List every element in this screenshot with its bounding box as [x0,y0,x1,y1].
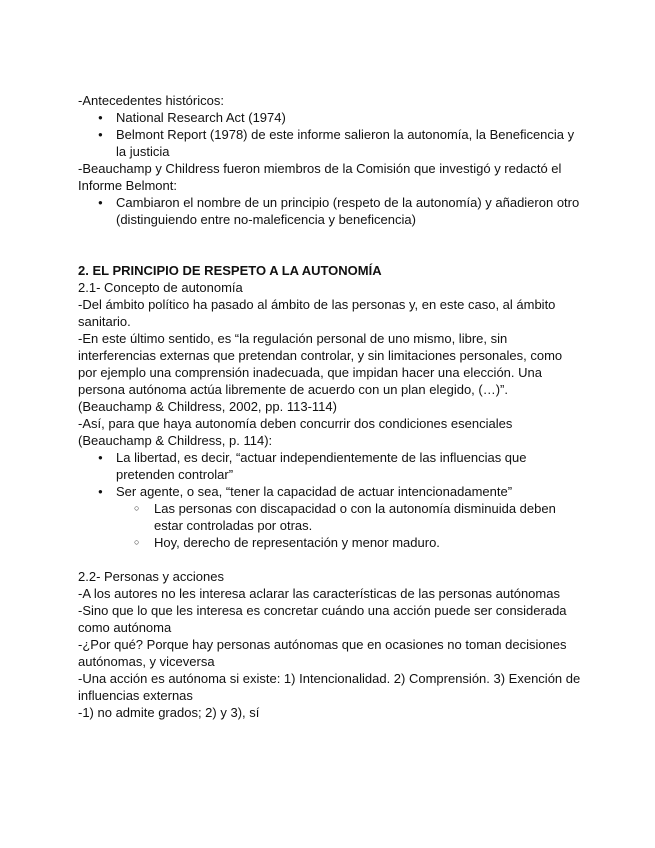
list-item [78,483,583,500]
belmont-list [78,194,583,228]
list-item-text: Ser agente, o sea, “tener la capacidad de actuar intencionadamente” [116,484,513,499]
subsection-title: 2.1- Concepto de autonomía [78,280,243,295]
paragraph: -Una acción es autónoma si existe: 1) Intencionalidad. 2) Comprensión. 3) Exención de influencias externas [78,671,581,703]
paragraph: -¿Por qué? Porque hay personas autónomas que en ocasiones no toman decisiones autónomas, y viceversa [78,637,567,669]
list-item: ● Cambiaron el nombre de un principio (respeto de la autonomía) y añadieron otro (distinguiendo entre no-maleficencia y beneficencia) [78,194,583,228]
conditions-list [78,449,583,500]
list-item: ● Belmont Report (1978) de este informe salieron la autonomía, la Beneficencia y la justicia [78,126,583,160]
section-heading: 2. EL PRINCIPIO DE RESPETO A LA AUTONOMÍA [78,263,382,278]
antecedentes-paragraph: -Antecedentes históricos: [78,93,224,108]
list-item: ○ Hoy, derecho de representación y menor maduro. [78,534,583,551]
subsection-title: 2.2- Personas y acciones [78,569,224,584]
list-item: ○ Las personas con discapacidad o con la autonomía disminuida deben estar controladas por otras. [78,500,583,534]
antecedentes-list [78,109,583,160]
paragraph: -En este último sentido, es “la regulación personal de uno mismo, libre, sin interferencias externas que pretendan controlar, y sin limitaciones personales, como por ejemplo una comprensión inadecuada, que impidan hacer una elección. Una persona autónoma actúa libremente de acuerdo con un plan elegido, (…)”. (Beauchamp & Childress, 2002, pp. 113-114) [78,331,563,414]
paragraph: -1) no admite grados; 2) y 3), sí [78,705,260,720]
beauchamp-paragraph: -Beauchamp y Childress fueron miembros de la Comisión que investigó y redactó el Informe Belmont: [78,161,562,193]
paragraph: -Así, para que haya autonomía deben concurrir dos condiciones esenciales (Beauchamp & Childress, p. 114): [78,416,513,448]
paragraph: -Del ámbito político ha pasado al ámbito de las personas y, en este caso, al ámbito sanitario. [78,297,556,329]
list-item: ● National Research Act (1974) [78,109,583,126]
sub-list [78,500,583,551]
spacer [78,551,583,568]
paragraph: -A los autores no les interesa aclarar las características de las personas autónomas [78,586,560,601]
list-item: ● La libertad, es decir, “actuar independientemente de las influencias que pretenden controlar” [78,449,583,483]
spacer [78,228,583,262]
paragraph: -Sino que lo que les interesa es concretar cuándo una acción puede ser considerada como autónoma [78,603,567,635]
